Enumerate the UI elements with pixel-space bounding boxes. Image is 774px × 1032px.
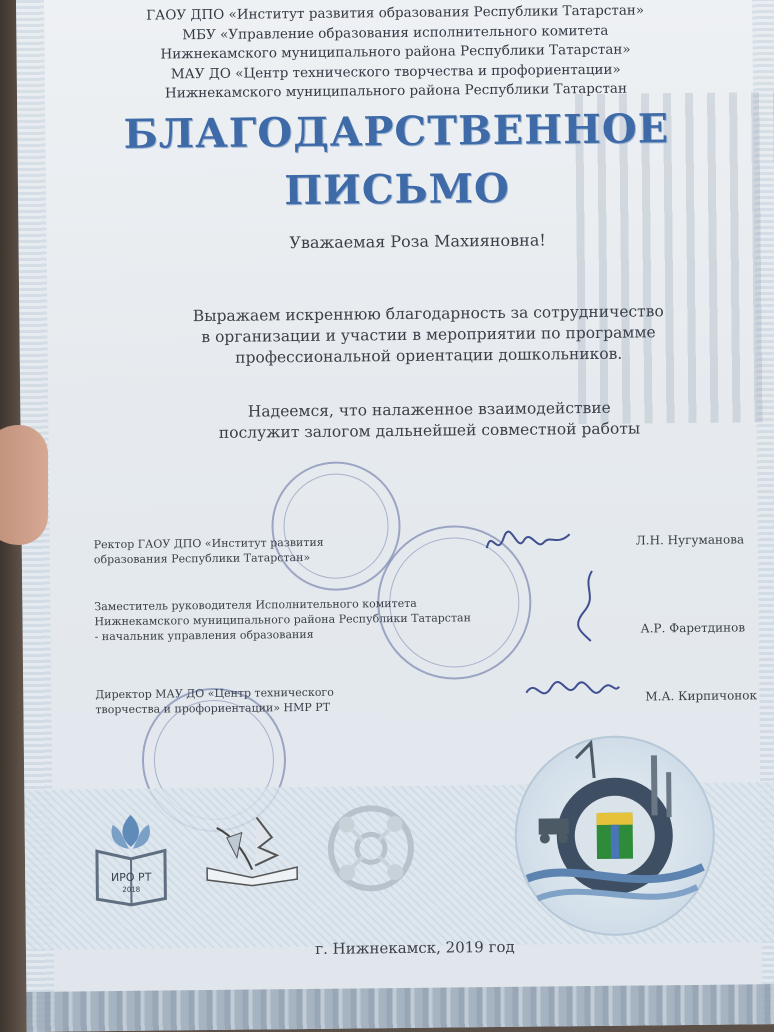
tech-center-logo: [324, 802, 417, 895]
header-line: Нижнекамского муниципального района Республики Татарстан: [164, 80, 628, 102]
signatory-2-name: А.Р. Фаретдинов: [640, 620, 746, 636]
position-line: Директор МАУ ДО «Центр технического: [95, 685, 334, 702]
gratitude-paragraph: [19, 300, 774, 371]
signatory-2-position: [94, 595, 471, 644]
paragraph-line: в организации и участии в мероприятии по программе: [201, 323, 656, 347]
header-line: МАУ ДО «Центр технического творчества и профориентации»: [170, 61, 621, 82]
paragraph-line: послужит залогом дальнейшей совместной работы: [218, 419, 641, 442]
holding-hand: [0, 425, 48, 545]
signature-2: [562, 566, 613, 647]
signature-1: [482, 522, 572, 563]
greeting: Уважаемая Роза Махияновна!: [289, 230, 546, 253]
gear-coat-of-arms-icon: [516, 737, 714, 935]
position-line: - начальник управления образования: [94, 627, 314, 644]
iro-year: 2018: [122, 885, 141, 894]
paragraph-line: Надеемся, что налаженное взаимодействие: [247, 398, 611, 421]
signatory-3-name: М.А. Кирпичонок: [645, 688, 758, 704]
position-line: образования Республики Татарстан»: [93, 550, 311, 567]
signatory-1-name: Л.Н. Нугуманова: [635, 532, 745, 548]
position-line: Ректор ГАОУ ДПО «Институт развития: [93, 535, 324, 552]
document-title-line1: БЛАГОДАРСТВЕННОЕ: [123, 105, 670, 158]
hope-paragraph: [20, 396, 774, 446]
iro-label: ИРО РТ: [110, 870, 152, 885]
header-line: МБУ «Управление образования исполнительного комитета: [182, 22, 609, 43]
nizhnekamsk-emblem: [514, 735, 716, 937]
signature-3: [521, 672, 621, 713]
paragraph-line: Выражаем искреннюю благодарность за сотрудничество: [192, 302, 664, 326]
document-title-line2: ПИСЬМО: [283, 164, 511, 215]
signatory-1-position: [94, 535, 324, 567]
position-line: Заместитель руководителя Исполнительного комитета: [94, 596, 417, 614]
paragraph-line: профессиональной ориентации дошкольников.: [235, 344, 623, 367]
position-line: Нижнекамского муниципального района Республики Татарстан: [94, 611, 471, 629]
position-line: творчества и профориентации» НМР РТ: [95, 700, 331, 717]
iro-rt-logo: [90, 806, 171, 907]
signatory-3-position: [95, 685, 334, 717]
official-stamp: [271, 461, 401, 591]
header-line: Нижнекамского муниципального района Республики Татарстан»: [160, 41, 631, 63]
certificate-sheet: [16, 0, 774, 1032]
city-skyline-strip: [26, 984, 774, 1032]
header-line: ГАОУ ДПО «Институт развития образования Республики Татарстан»: [146, 2, 645, 24]
issuers-header: [16, 0, 774, 105]
place-and-year: г. Нижнекамск, 2019 год: [315, 937, 515, 958]
crane-book-logo: [196, 807, 307, 888]
